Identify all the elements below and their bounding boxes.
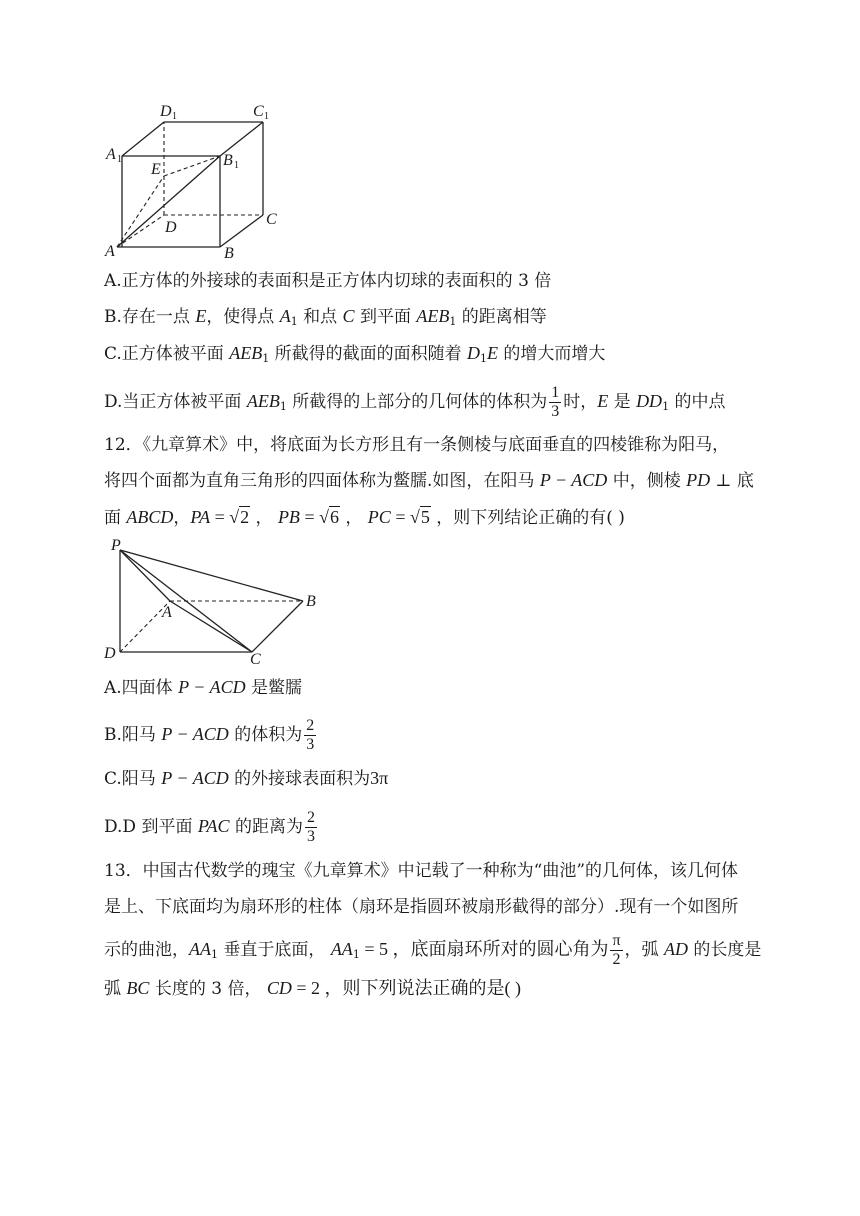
edge-p-b — [120, 550, 303, 601]
fraction-pi-over-2: $\frac{\pi}{2}$ — [612, 932, 621, 968]
label-b1-sub: 1 — [234, 160, 239, 171]
q13-line-1: 13．中国古代数学的瑰宝《九章算术》中记载了一种称为“曲池”的几何体，该几何体 — [104, 861, 739, 881]
sqrt-2: √2 — [229, 507, 250, 527]
cube-figure — [100, 96, 300, 266]
q11-option-c: C.正方体被平面 $AEB_1$ 所截得的截面的面积随着 $D_1E$ 的增大而增大 — [104, 343, 606, 365]
fraction-two-thirds: $\frac{2}{3}$ — [306, 809, 315, 845]
q13-line-4: 弧 BC 长度的 3 倍， CD = 2 ，则下列说法正确的是( ) — [104, 978, 522, 999]
pyramid-figure — [100, 538, 330, 668]
label-b: B — [306, 593, 316, 610]
edge-c-b — [252, 601, 303, 652]
q12-option-c: C.阳马 P − ACD 的外接球表面积为3π — [104, 768, 389, 789]
fraction-one-third: $\frac{1}{3}$ — [551, 384, 560, 420]
edge-a-d — [117, 215, 164, 247]
label-c1-sub: 1 — [264, 111, 269, 122]
label-a: A — [105, 243, 115, 260]
edge-e-b1 — [164, 156, 220, 176]
q12-line-2: 将四个面都为直角三角形的四面体称为鳖臑.如图，在阳马 P − ACD 中，侧棱 PD ⊥ 底 — [104, 470, 754, 491]
label-e: E — [151, 161, 161, 178]
q12-option-a: A.四面体 P − ACD 是鳖臑 — [104, 677, 302, 698]
q12-line-1: 12．《九章算术》中，将底面为长方形且有一条侧棱与底面垂直的四棱锥称为阳马， — [104, 435, 730, 455]
sqrt-6: √6 — [319, 507, 339, 527]
label-c: C — [250, 651, 261, 668]
label-d: D — [165, 219, 177, 236]
q12-option-b: B.阳马 P − ACD 的体积为 $\frac{2}{3}$ — [104, 717, 315, 753]
label-b1: B — [223, 152, 233, 169]
sqrt-5: √5 — [409, 507, 430, 527]
label-p: P — [111, 537, 121, 554]
q12-line-3: 面 ABCD，PA = √2 ， PB = √6 ， PC = √5 ，则下列结论正确的有( ) — [104, 507, 625, 528]
q11-option-a: A.正方体的外接球的表面积是正方体内切球的表面积的 3 倍 — [104, 271, 552, 291]
q13-line-3: 示的曲池，$AA_1$ 垂直于底面， $AA_1 = 5$ ，底面扇环所对的圆心角为 $\frac{\pi}{2}$ ，弧 AD 的长度是 — [104, 932, 762, 968]
label-a: A — [162, 604, 172, 621]
q13-line-2: 是上、下底面均为扇环形的柱体（扇环是指圆环被扇形截得的部分）.现有一个如图所 — [104, 897, 739, 917]
q11-option-b: B.存在一点 E，使得点 $A_1$ 和点 C 到平面 $AEB_1$ 的距离相等 — [104, 306, 547, 328]
label-d1-sub: 1 — [172, 111, 177, 122]
edge-b1-c1 — [220, 122, 263, 156]
edge-b-c — [220, 215, 263, 247]
label-d1: D — [160, 103, 172, 120]
edge-a-c — [170, 601, 252, 652]
label-b: B — [224, 245, 234, 262]
label-c1: C — [253, 103, 264, 120]
label-c: C — [266, 211, 277, 228]
label-d: D — [104, 645, 116, 662]
edge-a1-d1 — [122, 122, 164, 156]
edge-p-a — [120, 550, 170, 601]
q11-option-d: D.当正方体被平面 $AEB_1$ 所截得的上部分的几何体的体积为 $\frac{1}{3}$ 时，E 是 $DD_1$ 的中点 — [104, 384, 726, 420]
label-a1: A — [106, 146, 116, 163]
fraction-two-thirds: $\frac{2}{3}$ — [306, 717, 315, 753]
q12-option-d: D.D 到平面 PAC 的距离为 $\frac{2}{3}$ — [104, 809, 315, 845]
label-a1-sub: 1 — [117, 154, 122, 165]
